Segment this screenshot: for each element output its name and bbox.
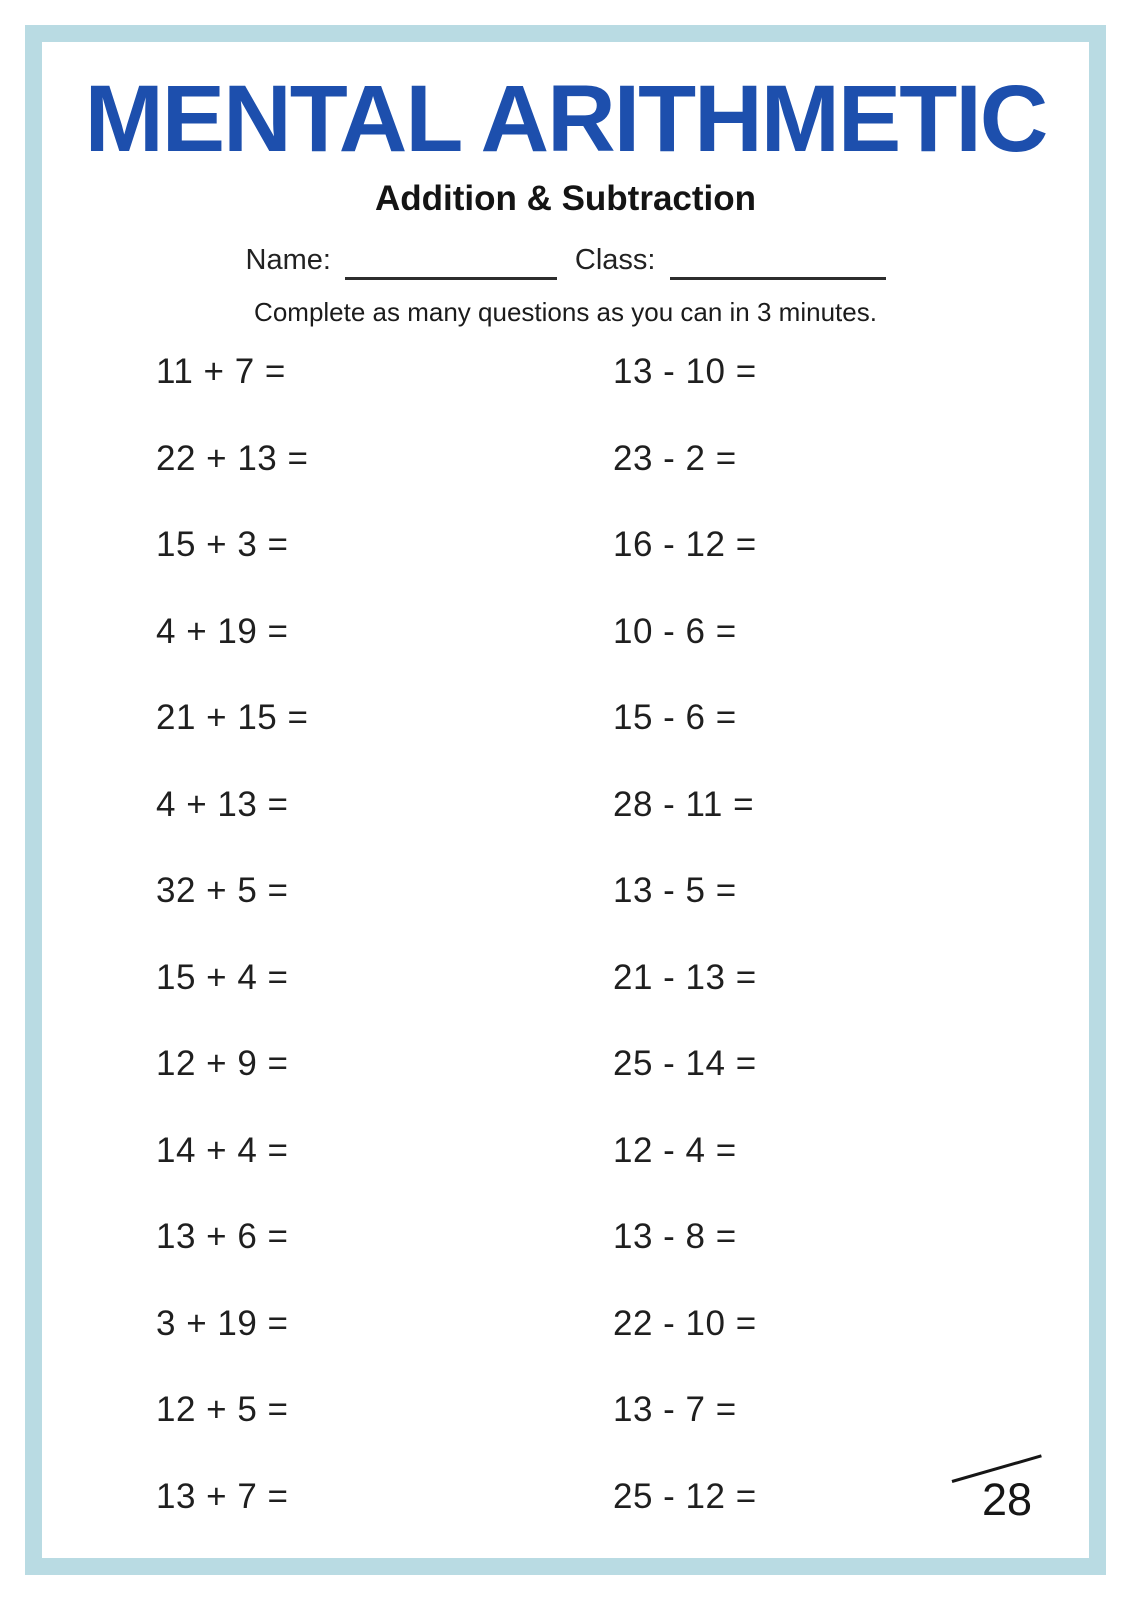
name-label: Name: bbox=[245, 244, 331, 276]
problem-item: 22 - 10 = bbox=[613, 1303, 757, 1343]
name-blank-line bbox=[345, 247, 557, 280]
problem-item: 15 + 3 = bbox=[156, 525, 289, 564]
problem-item: 15 - 6 = bbox=[613, 698, 737, 737]
problem-item: 23 - 2 = bbox=[613, 438, 737, 478]
problem-item: 12 + 5 = bbox=[156, 1390, 289, 1429]
problem-item: 14 + 4 = bbox=[156, 1130, 289, 1170]
page-number: 28 bbox=[982, 1474, 1033, 1525]
problem-item: 3 + 19 = bbox=[156, 1303, 289, 1343]
problem-item: 4 + 19 = bbox=[156, 611, 289, 651]
name-class-row bbox=[0, 243, 1131, 280]
class-label: Class: bbox=[574, 244, 656, 276]
problem-item: 11 + 7 = bbox=[156, 352, 286, 391]
problem-item: 13 - 7 = bbox=[613, 1390, 737, 1429]
problem-item: 4 + 13 = bbox=[156, 784, 289, 824]
problem-item: 13 + 6 = bbox=[156, 1217, 289, 1256]
problem-item: 21 - 13 = bbox=[613, 957, 757, 997]
class-blank-line bbox=[670, 247, 886, 280]
worksheet-title: MENTAL ARITHMETIC bbox=[84, 66, 1047, 172]
instruction-text: Complete as many questions as you can in 3 minutes. bbox=[254, 297, 877, 327]
problem-item: 32 + 5 = bbox=[156, 871, 289, 910]
problem-item: 28 - 11 = bbox=[613, 784, 755, 824]
problem-item: 25 - 12 = bbox=[613, 1476, 757, 1516]
problem-item: 25 - 14 = bbox=[613, 1044, 757, 1083]
problem-item: 21 + 15 = bbox=[156, 698, 309, 737]
problems-grid bbox=[156, 354, 757, 1565]
problem-item: 16 - 12 = bbox=[613, 525, 757, 564]
problem-item: 12 + 9 = bbox=[156, 1044, 289, 1083]
problem-item: 12 - 4 = bbox=[613, 1130, 737, 1170]
problem-item: 22 + 13 = bbox=[156, 438, 309, 478]
problem-item: 13 - 8 = bbox=[613, 1217, 737, 1256]
problem-item: 13 + 7 = bbox=[156, 1476, 289, 1516]
worksheet-subtitle: Addition & Subtraction bbox=[374, 179, 757, 218]
problem-item: 13 - 10 = bbox=[613, 352, 757, 391]
problem-item: 13 - 5 = bbox=[613, 871, 737, 910]
problem-item: 10 - 6 = bbox=[613, 611, 737, 651]
problem-item: 15 + 4 = bbox=[156, 957, 289, 997]
